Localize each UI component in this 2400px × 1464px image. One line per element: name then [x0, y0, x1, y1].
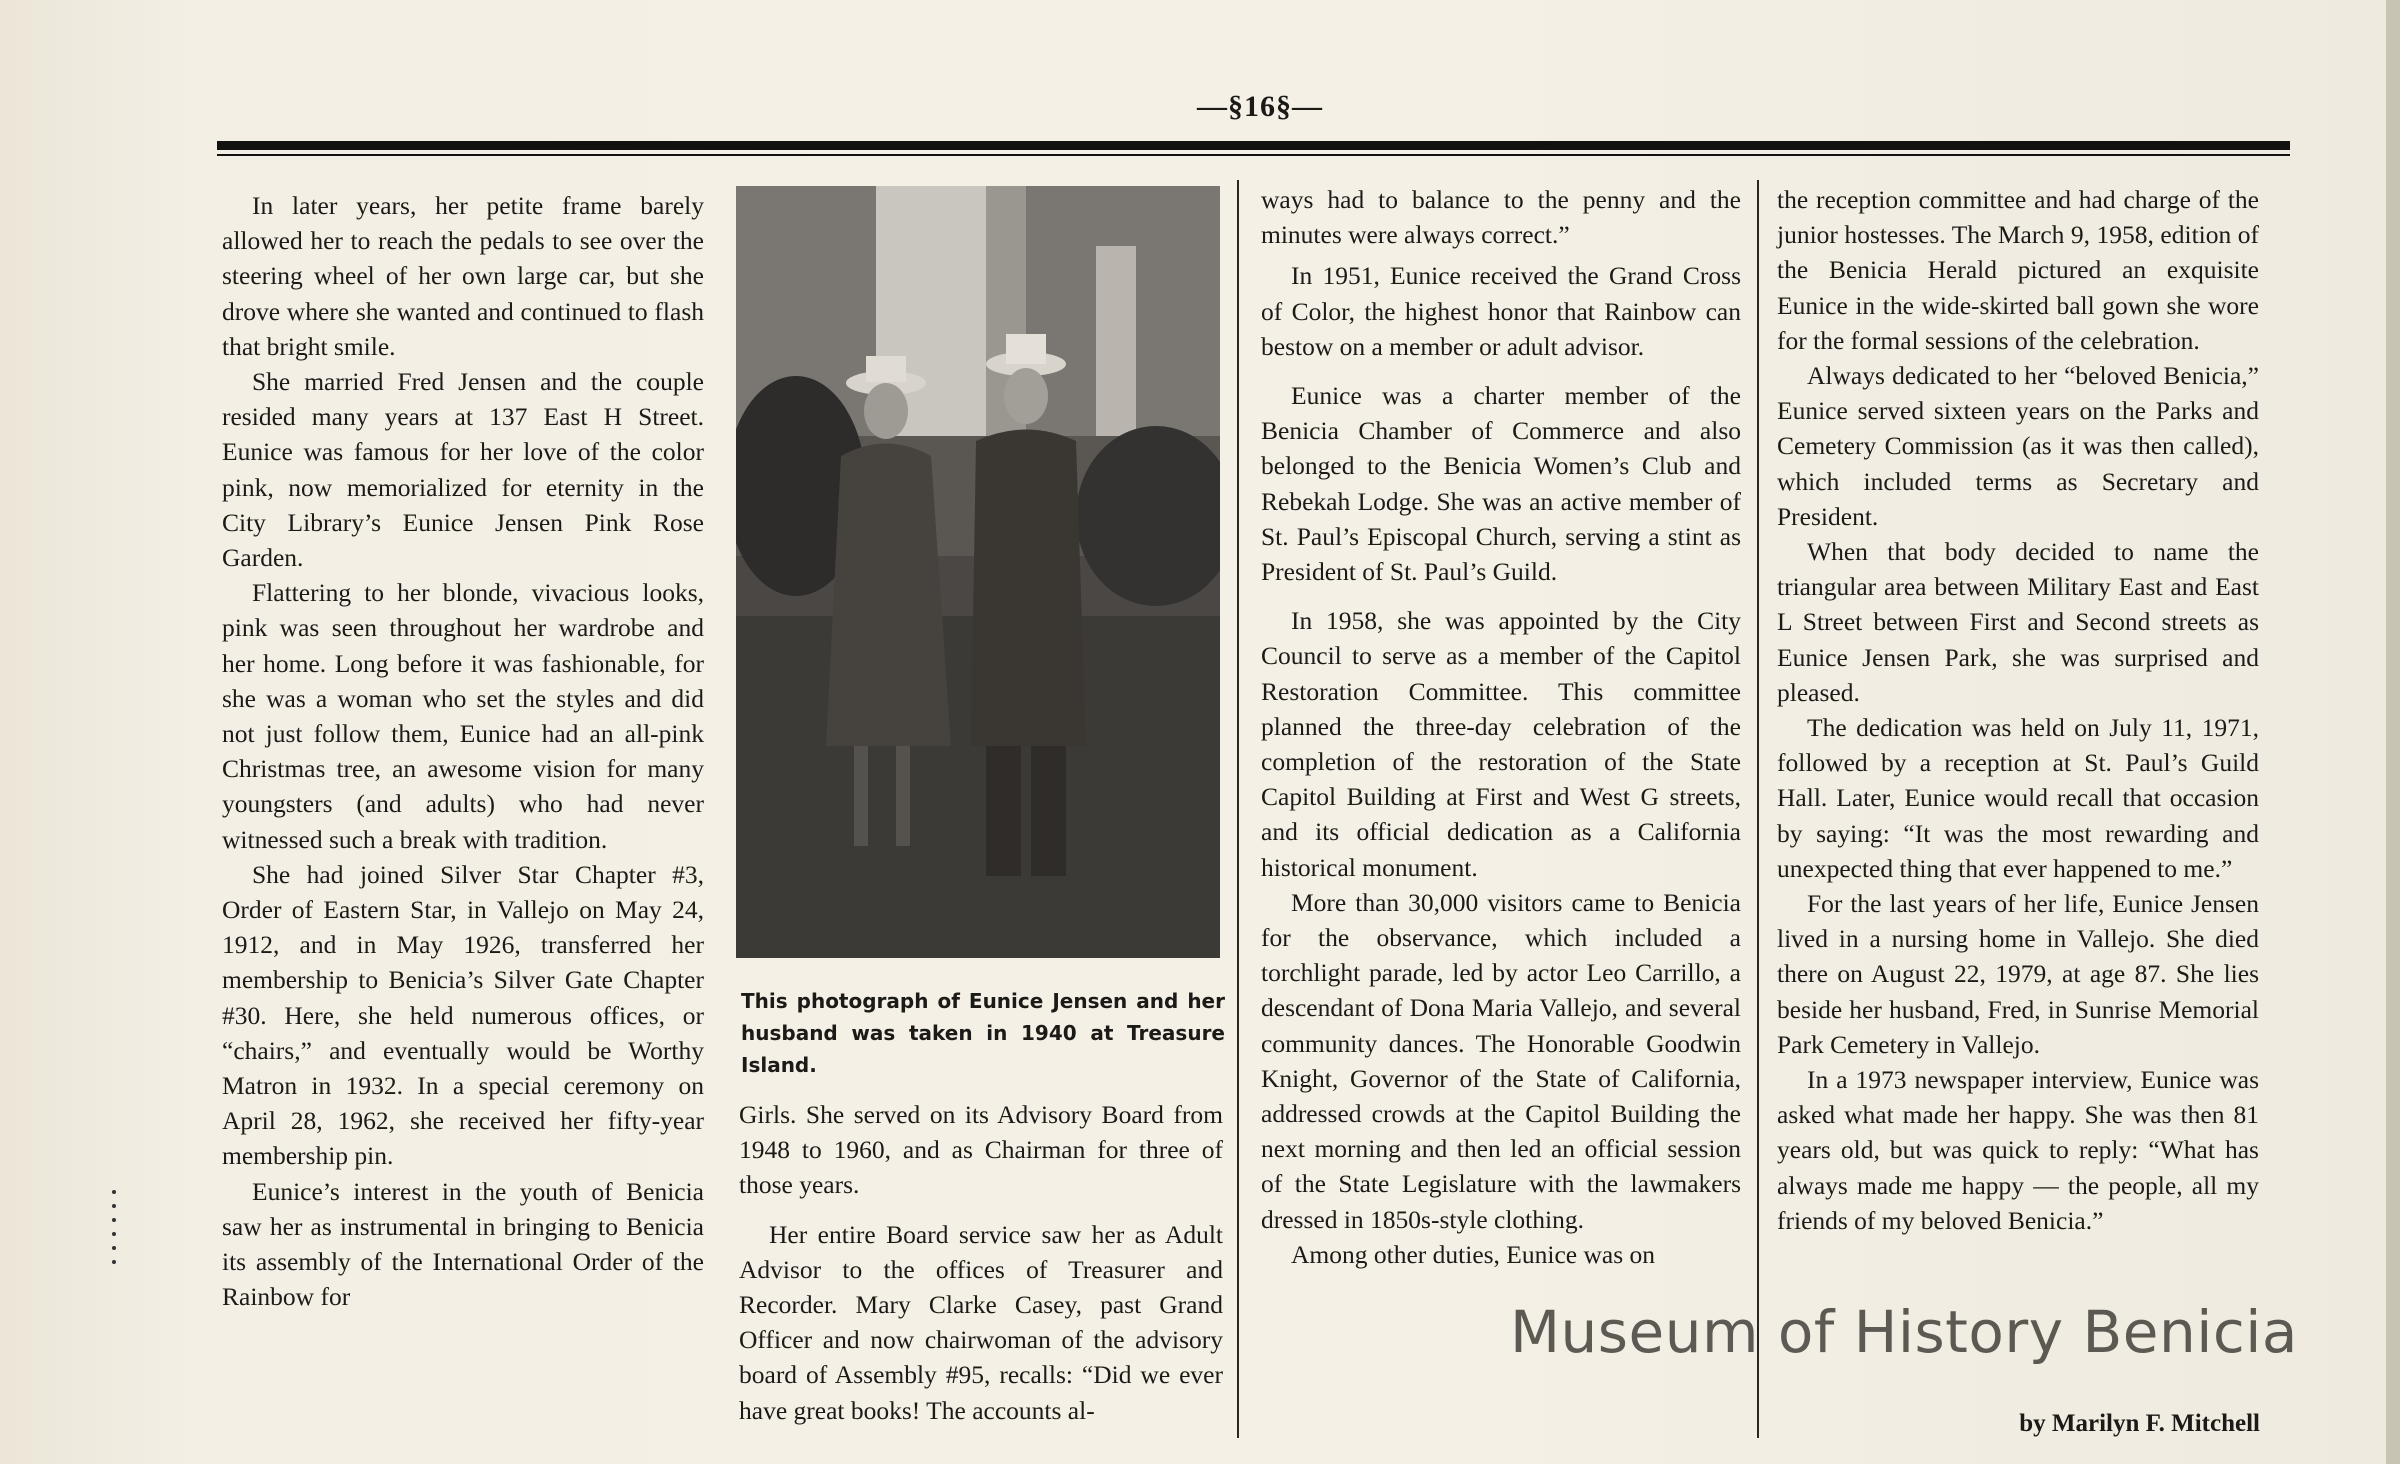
article-column-1 [222, 188, 704, 1315]
paragraph: In a 1973 newspaper interview, Eunice was asked what made her happy. She was then 81 years old, but was quick to reply: “What has always made me happy — the people, all my friends of my beloved Benicia.” [1777, 1065, 2259, 1235]
header-rule-thin [217, 154, 2290, 156]
binding-holes [112, 1190, 118, 1280]
column-divider-3-4 [1757, 180, 1759, 1438]
paragraph: Eunice’s interest in the youth of Benicia saw her as instrumental in bringing to Benicia its assembly of the International Order of the Rainbow for [222, 1176, 704, 1312]
column-divider-2-3 [1237, 180, 1239, 1438]
page-edge-shadow [2386, 0, 2400, 1464]
museum-watermark: Museum of History Benicia [1510, 1298, 2298, 1366]
paragraph: In later years, her petite frame barely allowed her to reach the pedals to see over the steering wheel of her own large car, but she drove where she wanted and continued to flash that bright smile. [222, 191, 704, 361]
paragraph: the reception committee and had charge of the junior hostesses. The March 9, 1958, edition of the Benicia Herald pictured an exquisite Eunice in the wide-skirted ball gown she wore for the formal sessions of the celebration. [1777, 185, 2259, 355]
paragraph: She married Fred Jensen and the couple resided many years at 137 East H Street. Eunice was famous for her love of the color pink, now memorialized for eternity in the City Library’s Eunice Jensen Pink Rose Garden. [222, 367, 704, 573]
paragraph: Girls. She served on its Advisory Board from 1948 to 1960, and as Chairman for three of those years. [739, 1100, 1223, 1200]
paragraph: Her entire Board service saw her as Adult Advisor to the offices of Treasurer and Recorder. Mary Clarke Casey, past Grand Officer and now chairwoman of the advisory board of Assembly #95, recalls: “Did we ever have great books! The accounts al- [739, 1219, 1223, 1425]
page-number: —§16§— [1197, 90, 1323, 123]
paragraph: ways had to balance to the penny and the minutes were always correct.” [1261, 185, 1741, 250]
article-column-3 [1261, 182, 1741, 1272]
paragraph: In 1958, she was appointed by the City Council to serve as a member of the Capitol Restoration Committee. This committee planned the three-day celebration of the completion of the restoration of the State Capitol Building at First and West G streets, and its official dedication as a California historical monument. [1261, 606, 1741, 882]
paragraph: She had joined Silver Star Chapter #3, Order of Eastern Star, in Vallejo on May 24, 1912, and in May 1926, transferred her membership to Benicia’s Silver Gate Chapter #30. Here, she held numerous offices, or “chairs,” and eventually would be Worthy Matron in 1932. In a special ceremony on April 28, 1962, she received her fifty-year membership pin. [222, 859, 704, 1171]
paragraph: Always dedicated to her “beloved Benicia,” Eunice served sixteen years on the Parks and Cemetery Commission (as it was then called), which included terms as Secretary and President. [1777, 361, 2259, 531]
paragraph: In 1951, Eunice received the Grand Cross of Color, the highest honor that Rainbow can bestow on a member or adult advisor. [1261, 261, 1741, 361]
photo-couple-image [736, 186, 1220, 958]
article-column-2 [739, 1097, 1223, 1428]
paragraph: For the last years of her life, Eunice Jensen lived in a nursing home in Vallejo. She died there on August 22, 1979, at age 87. She lies beside her husband, Fred, in Sunrise Memorial Park Cemetery in Vallejo. [1777, 889, 2259, 1059]
paragraph: When that body decided to name the triangular area between Military East and East L Street between First and Second streets as Eunice Jensen Park, she was surprised and pleased. [1777, 537, 2259, 707]
paragraph: More than 30,000 visitors came to Benicia for the observance, which included a torchlight parade, led by actor Leo Carrillo, a descendant of Dona Maria Vallejo, and several community dances. The Honorable Goodwin Knight, Governor of the State of California, addressed crowds at the Capitol Building the next morning and then led an official session of the State Legislature with the lawmakers dressed in 1850s-style clothing. [1261, 887, 1741, 1234]
article-column-4 [1777, 182, 2259, 1238]
paragraph: Eunice was a charter member of the Benicia Chamber of Commerce and also belonged to the Benicia Women’s Club and Rebekah Lodge. She was an active member of St. Paul’s Episcopal Church, serving a stint as President of St. Paul’s Guild. [1261, 381, 1741, 587]
header-rule-thick [217, 141, 2290, 150]
paragraph: The dedication was held on July 11, 1971, followed by a reception at St. Paul’s Guild Hall. Later, Eunice would recall that occasion by saying: “It was the most rewarding and unexpected thing that ever happened to me.” [1777, 713, 2259, 883]
paragraph: Among other duties, Eunice was on [1291, 1239, 1656, 1269]
historic-photograph [736, 186, 1220, 958]
author-byline: by Marilyn F. Mitchell [2019, 1410, 2260, 1437]
photo-caption: This photograph of Eunice Jensen and her husband was taken in 1940 at Treasure Island. [741, 989, 1225, 1077]
paragraph: Flattering to her blonde, vivacious looks, pink was seen throughout her wardrobe and her home. Long before it was fashionable, for she was a woman who set the styles and did not just follow them, Eunice had an all-pink Christmas tree, an awesome vision for many youngsters (and adults) who had never witnessed such a break with tradition. [222, 578, 704, 854]
